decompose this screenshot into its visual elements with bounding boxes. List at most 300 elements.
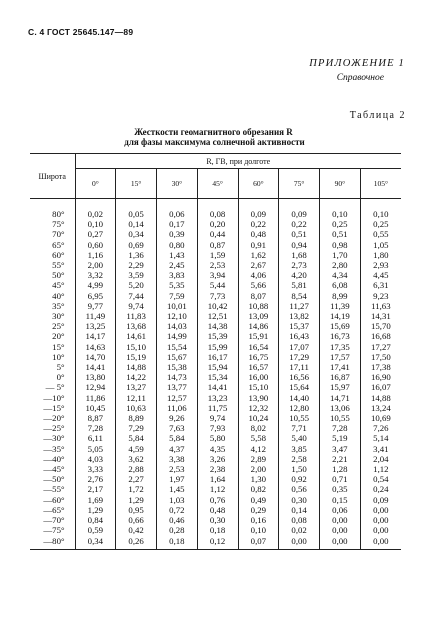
latitude-cell: —65° xyxy=(43,504,65,515)
rigidity-value-cell: 15,91 xyxy=(238,331,279,341)
rigidity-value-cell: 5,80 xyxy=(197,433,238,443)
rigidity-value-cell: 11,86 xyxy=(75,393,116,403)
rigidity-value-cell: 0,29 xyxy=(238,505,279,515)
rigidity-value-cell: 0,87 xyxy=(197,240,238,250)
rigidity-value-cell: 4,06 xyxy=(238,270,279,280)
rigidity-value-cell: 5,19 xyxy=(320,433,361,443)
rigidity-value-cell: 0,94 xyxy=(279,240,320,250)
rigidity-value-cell: 17,27 xyxy=(360,342,401,352)
rigidity-value-cell: 0,95 xyxy=(116,505,157,515)
rigidity-value-cell: 1,69 xyxy=(75,495,116,505)
table-row xyxy=(30,444,401,454)
rigidity-value-cell: 1,29 xyxy=(75,505,116,515)
rigidity-value-cell: 3,59 xyxy=(116,270,157,280)
rigidity-value-cell: 0,00 xyxy=(360,505,401,515)
latitude-cell: —35° xyxy=(43,443,65,454)
latitude-cell: 20° xyxy=(52,331,65,342)
table-row xyxy=(30,393,401,403)
latitude-cell: 35° xyxy=(52,300,65,311)
rigidity-value-cell: 14,63 xyxy=(75,342,116,352)
latitude-cell: 60° xyxy=(52,249,65,260)
table-row xyxy=(30,382,401,392)
rigidity-value-cell: 0,30 xyxy=(197,515,238,525)
rigidity-value-cell: 7,26 xyxy=(360,423,401,433)
rigidity-value-cell: 0,46 xyxy=(157,515,198,525)
rigidity-value-cell: 14,41 xyxy=(197,382,238,392)
rigidity-value-cell: 0,55 xyxy=(360,229,401,239)
rigidity-value-cell: 0,16 xyxy=(238,515,279,525)
rigidity-value-cell: 7,63 xyxy=(157,423,198,433)
rigidity-value-cell: 0,34 xyxy=(75,536,116,550)
longitude-header: 30° xyxy=(157,169,198,199)
rigidity-value-cell: 0,09 xyxy=(279,199,320,220)
rigidity-value-cell: 7,44 xyxy=(116,291,157,301)
rigidity-value-cell: 0,10 xyxy=(360,199,401,220)
rigidity-value-cell: 4,59 xyxy=(116,444,157,454)
rigidity-value-cell: 2,53 xyxy=(157,464,198,474)
rigidity-value-cell: 11,39 xyxy=(320,301,361,311)
table-caption xyxy=(0,127,427,147)
rigidity-value-cell: 4,37 xyxy=(157,444,198,454)
table-row xyxy=(30,505,401,515)
rigidity-value-cell: 15,97 xyxy=(320,382,361,392)
table-row xyxy=(30,301,401,311)
rigidity-value-cell: 14,88 xyxy=(116,362,157,372)
rigidity-value-cell: 12,10 xyxy=(157,311,198,321)
rigidity-value-cell: 3,26 xyxy=(197,454,238,464)
rigidity-value-cell: 2,80 xyxy=(320,260,361,270)
table-row xyxy=(30,536,401,550)
rigidity-value-cell: 14,38 xyxy=(197,321,238,331)
rigidity-value-cell: 0,00 xyxy=(279,536,320,550)
latitude-cell: 65° xyxy=(52,239,65,250)
rigidity-value-cell: 0,44 xyxy=(197,229,238,239)
rigidity-value-cell: 9,26 xyxy=(157,413,198,423)
rigidity-value-cell: 2,38 xyxy=(197,464,238,474)
rigidity-value-cell: 10,01 xyxy=(157,301,198,311)
latitude-cell: 15° xyxy=(52,341,65,352)
rigidity-value-cell: 1,28 xyxy=(320,464,361,474)
rigidity-value-cell: 14,70 xyxy=(75,352,116,362)
table-row xyxy=(30,423,401,433)
rigidity-value-cell: 15,10 xyxy=(238,382,279,392)
rigidity-value-cell: 3,62 xyxy=(116,454,157,464)
latitude-cell: —55° xyxy=(43,484,65,495)
rigidity-value-cell: 7,93 xyxy=(197,423,238,433)
rigidity-value-cell: 2,58 xyxy=(279,454,320,464)
rigidity-value-cell: 5,58 xyxy=(238,433,279,443)
rigidity-value-cell: 15,70 xyxy=(360,321,401,331)
rigidity-value-cell: 2,29 xyxy=(116,260,157,270)
rigidity-value-cell: 2,27 xyxy=(116,474,157,484)
rigidity-value-cell: 0,06 xyxy=(157,199,198,220)
rigidity-value-cell: 11,63 xyxy=(360,301,401,311)
rigidity-value-cell: 14,17 xyxy=(75,331,116,341)
latitude-cell: 0° xyxy=(56,372,65,383)
rigidity-value-cell: 0,35 xyxy=(320,484,361,494)
rigidity-value-cell: 9,74 xyxy=(116,301,157,311)
rigidity-value-cell: 8,87 xyxy=(75,413,116,423)
rigidity-value-cell: 0,69 xyxy=(116,240,157,250)
rigidity-value-cell: 3,33 xyxy=(75,464,116,474)
rigidity-value-cell: 0,91 xyxy=(238,240,279,250)
rigidity-value-cell: 1,68 xyxy=(279,250,320,260)
rigidity-value-cell: 12,51 xyxy=(197,311,238,321)
rigidity-value-cell: 2,00 xyxy=(238,464,279,474)
rigidity-value-cell: 16,57 xyxy=(238,362,279,372)
table-row xyxy=(30,433,401,443)
table-row xyxy=(30,219,401,229)
rigidity-value-cell: 5,14 xyxy=(360,433,401,443)
rigidity-value-cell: 0,51 xyxy=(279,229,320,239)
rigidity-value-cell: 0,14 xyxy=(279,505,320,515)
rigidity-value-cell: 13,27 xyxy=(116,382,157,392)
longitude-header: 45° xyxy=(197,169,238,199)
table-row xyxy=(30,352,401,362)
rigidity-value-cell: 0,56 xyxy=(279,484,320,494)
rigidity-value-cell: 7,28 xyxy=(75,423,116,433)
rigidity-value-cell: 15,67 xyxy=(157,352,198,362)
rigidity-value-cell: 4,03 xyxy=(75,454,116,464)
rigidity-value-cell: 8,99 xyxy=(320,291,361,301)
rigidity-value-cell: 12,80 xyxy=(279,403,320,413)
rigidity-value-cell: 17,35 xyxy=(320,342,361,352)
rigidity-value-cell: 9,77 xyxy=(75,301,116,311)
rigidity-value-cell: 0,10 xyxy=(75,219,116,229)
rigidity-value-cell: 15,10 xyxy=(116,342,157,352)
rigidity-value-cell: 0,49 xyxy=(238,495,279,505)
caption-line-1: Жесткости геомагнитного обрезания R xyxy=(134,127,293,137)
rigidity-value-cell: 16,17 xyxy=(197,352,238,362)
rigidity-value-cell: 16,43 xyxy=(279,331,320,341)
latitude-cell: 40° xyxy=(52,290,65,301)
table-row xyxy=(30,321,401,331)
rigidity-value-cell: 11,27 xyxy=(279,301,320,311)
rigidity-value-cell: 7,71 xyxy=(279,423,320,433)
longitude-header: 75° xyxy=(279,169,320,199)
rigidity-value-cell: 0,22 xyxy=(238,219,279,229)
rigidity-value-cell: 13,09 xyxy=(238,311,279,321)
latitude-cell: —70° xyxy=(43,515,65,526)
rigidity-value-cell: 14,03 xyxy=(157,321,198,331)
rigidity-value-cell: 0,76 xyxy=(197,495,238,505)
rigidity-value-cell: 14,61 xyxy=(116,331,157,341)
rigidity-value-cell: 11,83 xyxy=(116,311,157,321)
rigidity-value-cell: 0,25 xyxy=(320,219,361,229)
table-row xyxy=(30,240,401,250)
rigidity-value-cell: 4,34 xyxy=(320,270,361,280)
rigidity-value-cell: 0,14 xyxy=(116,219,157,229)
rigidity-value-cell: 0,51 xyxy=(320,229,361,239)
rigidity-value-cell: 17,07 xyxy=(279,342,320,352)
rigidity-value-cell: 2,93 xyxy=(360,260,401,270)
rigidity-value-cell: 0,17 xyxy=(157,219,198,229)
latitude-cell: 50° xyxy=(52,270,65,281)
latitude-header: Широта xyxy=(30,154,75,199)
table-row xyxy=(30,362,401,372)
rigidity-value-cell: 1,72 xyxy=(116,484,157,494)
rigidity-value-cell: 1,64 xyxy=(197,474,238,484)
rigidity-value-cell: 0,12 xyxy=(197,536,238,550)
rigidity-value-cell: 1,36 xyxy=(116,250,157,260)
rigidity-value-cell: 10,45 xyxy=(75,403,116,413)
rigidity-value-cell: 0,06 xyxy=(320,505,361,515)
latitude-cell: —40° xyxy=(43,453,65,464)
rigidity-value-cell: 0,27 xyxy=(75,229,116,239)
rigidity-value-cell: 4,99 xyxy=(75,280,116,290)
table-row xyxy=(30,311,401,321)
rigidity-value-cell: 15,54 xyxy=(157,342,198,352)
latitude-cell: 5° xyxy=(56,362,65,373)
rigidity-value-cell: 16,07 xyxy=(360,382,401,392)
table-row xyxy=(30,291,401,301)
rigidity-value-cell: 1,50 xyxy=(279,464,320,474)
rigidity-value-cell: 0,39 xyxy=(157,229,198,239)
rigidity-value-cell: 7,29 xyxy=(116,423,157,433)
rigidity-value-cell: 13,90 xyxy=(238,393,279,403)
rigidity-value-cell: 0,08 xyxy=(197,199,238,220)
rigidity-value-cell: 1,43 xyxy=(157,250,198,260)
rigidity-value-cell: 0,25 xyxy=(360,219,401,229)
rigidity-value-cell: 2,89 xyxy=(238,454,279,464)
rigidity-value-cell: 2,88 xyxy=(116,464,157,474)
table-row xyxy=(30,413,401,423)
rigidity-value-cell: 15,94 xyxy=(197,362,238,372)
rigidity-value-cell: 14,73 xyxy=(157,372,198,382)
rigidity-value-cell: 5,35 xyxy=(157,280,198,290)
rigidity-value-cell: 0,15 xyxy=(320,495,361,505)
rigidity-value-cell: 13,80 xyxy=(75,372,116,382)
rigidity-value-cell: 6,08 xyxy=(320,280,361,290)
rigidity-value-cell: 0,30 xyxy=(279,495,320,505)
rigidity-value-cell: 14,40 xyxy=(279,393,320,403)
rigidity-value-cell: 10,63 xyxy=(116,403,157,413)
rigidity-value-cell: 8,54 xyxy=(279,291,320,301)
rigidity-value-cell: 1,12 xyxy=(197,484,238,494)
rigidity-value-cell: 0,84 xyxy=(75,515,116,525)
rigidity-value-cell: 10,24 xyxy=(238,413,279,423)
rigidity-value-cell: 0,20 xyxy=(197,219,238,229)
rigidity-value-cell: 15,69 xyxy=(320,321,361,331)
rigidity-value-cell: 0,92 xyxy=(279,474,320,484)
rigidity-value-cell: 13,24 xyxy=(360,403,401,413)
latitude-cell: 70° xyxy=(52,229,65,240)
rigidity-value-cell: 0,09 xyxy=(238,199,279,220)
rigidity-value-cell: 16,54 xyxy=(238,342,279,352)
rigidity-value-cell: 16,68 xyxy=(360,331,401,341)
rigidity-value-cell: 7,73 xyxy=(197,291,238,301)
rigidity-value-cell: 11,06 xyxy=(157,403,198,413)
rigidity-value-cell: 2,76 xyxy=(75,474,116,484)
rigidity-value-cell: 17,11 xyxy=(279,362,320,372)
rigidity-value-cell: 4,45 xyxy=(360,270,401,280)
latitude-cell: —80° xyxy=(30,536,75,550)
longitude-header: 60° xyxy=(238,169,279,199)
rigidity-value-cell: 0,10 xyxy=(238,525,279,535)
rigidity-value-cell: 12,94 xyxy=(75,382,116,392)
rigidity-value-cell: 17,29 xyxy=(279,352,320,362)
longitude-header: 15° xyxy=(116,169,157,199)
rigidity-value-cell: 3,32 xyxy=(75,270,116,280)
rigidity-value-cell: 15,99 xyxy=(197,342,238,352)
rigidity-value-cell: 0,71 xyxy=(320,474,361,484)
longitude-group-header: R, ГВ, при долготе xyxy=(75,154,401,169)
rigidity-value-cell: 0,05 xyxy=(116,199,157,220)
rigidity-value-cell: 1,97 xyxy=(157,474,198,484)
rigidity-value-cell: 15,39 xyxy=(197,331,238,341)
table-row xyxy=(30,474,401,484)
latitude-cell: 55° xyxy=(52,260,65,271)
rigidity-value-cell: 15,19 xyxy=(116,352,157,362)
rigidity-value-cell: 0,00 xyxy=(320,525,361,535)
rigidity-value-cell: 2,00 xyxy=(75,260,116,270)
rigidity-value-cell: 17,38 xyxy=(360,362,401,372)
rigidity-value-cell: 0,34 xyxy=(116,229,157,239)
latitude-cell: 80° xyxy=(52,209,65,219)
rigidity-value-cell: 6,31 xyxy=(360,280,401,290)
rigidity-value-cell: 0,07 xyxy=(238,536,279,550)
appendix-subtitle: Справочное xyxy=(336,73,384,83)
latitude-cell: 30° xyxy=(52,311,65,322)
rigidity-value-cell: 1,12 xyxy=(360,464,401,474)
table-label: Таблица 2 xyxy=(349,110,406,121)
rigidity-value-cell: 6,11 xyxy=(75,433,116,443)
rigidity-value-cell: 0,26 xyxy=(116,536,157,550)
rigidity-value-cell: 1,03 xyxy=(157,495,198,505)
rigidity-value-cell: 11,49 xyxy=(75,311,116,321)
rigidity-value-cell: 14,88 xyxy=(360,393,401,403)
latitude-cell: 75° xyxy=(52,219,65,230)
rigidity-value-cell: 16,00 xyxy=(238,372,279,382)
latitude-cell: —60° xyxy=(43,494,65,505)
rigidity-value-cell: 13,68 xyxy=(116,321,157,331)
rigidity-value-cell: 1,29 xyxy=(116,495,157,505)
rigidity-value-cell: 1,30 xyxy=(238,474,279,484)
rigidity-value-cell: 0,02 xyxy=(75,199,116,220)
rigidity-value-cell: 0,08 xyxy=(279,515,320,525)
table-row xyxy=(30,280,401,290)
rigidity-value-cell: 3,83 xyxy=(157,270,198,280)
rigidity-value-cell: 13,25 xyxy=(75,321,116,331)
longitude-header: 0° xyxy=(75,169,116,199)
rigidity-value-cell: 5,40 xyxy=(279,433,320,443)
rigidity-value-cell: 8,02 xyxy=(238,423,279,433)
rigidity-value-cell: 8,89 xyxy=(116,413,157,423)
rigidity-value-cell: 0,60 xyxy=(75,240,116,250)
caption-line-2: для фазы максимума солнечной активности xyxy=(124,137,305,147)
rigidity-value-cell: 13,82 xyxy=(279,311,320,321)
rigidity-value-cell: 1,70 xyxy=(320,250,361,260)
page-header: С. 4 ГОСТ 25645.147—89 xyxy=(28,27,134,37)
rigidity-value-cell: 1,59 xyxy=(197,250,238,260)
rigidity-value-cell: 15,38 xyxy=(157,362,198,372)
latitude-cell: —50° xyxy=(43,474,65,485)
rigidity-value-cell: 6,95 xyxy=(75,291,116,301)
rigidity-value-cell: 8,07 xyxy=(238,291,279,301)
rigidity-value-cell: 5,84 xyxy=(116,433,157,443)
rigidity-value-cell: 5,81 xyxy=(279,280,320,290)
rigidity-value-cell: 2,67 xyxy=(238,260,279,270)
rigidity-value-cell: 7,59 xyxy=(157,291,198,301)
rigidity-value-cell: 1,45 xyxy=(157,484,198,494)
rigidity-value-cell: 1,05 xyxy=(360,240,401,250)
rigidity-value-cell: 7,28 xyxy=(320,423,361,433)
rigidity-value-cell: 11,75 xyxy=(197,403,238,413)
rigidity-value-cell: 10,55 xyxy=(279,413,320,423)
rigidity-value-cell: 2,53 xyxy=(197,260,238,270)
table-row xyxy=(30,229,401,239)
rigidity-value-cell: 9,23 xyxy=(360,291,401,301)
rigidity-value-cell: 4,12 xyxy=(238,444,279,454)
table-row xyxy=(30,495,401,505)
rigidity-value-cell: 17,57 xyxy=(320,352,361,362)
rigidity-value-cell: 16,73 xyxy=(320,331,361,341)
rigidity-value-cell: 2,04 xyxy=(360,454,401,464)
rigidity-value-cell: 0,98 xyxy=(320,240,361,250)
latitude-cell: 10° xyxy=(52,351,65,362)
rigidity-value-cell: 0,09 xyxy=(360,495,401,505)
rigidity-value-cell: 13,06 xyxy=(320,403,361,413)
table-row xyxy=(30,525,401,535)
rigidity-value-cell: 0,22 xyxy=(279,219,320,229)
latitude-cell: 45° xyxy=(52,280,65,291)
latitude-cell: 25° xyxy=(52,321,65,332)
rigidity-value-cell: 15,37 xyxy=(279,321,320,331)
rigidity-value-cell: 2,21 xyxy=(320,454,361,464)
latitude-cell: —20° xyxy=(43,413,65,424)
rigidity-value-cell: 12,32 xyxy=(238,403,279,413)
rigidity-value-cell: 1,62 xyxy=(238,250,279,260)
rigidity-value-cell: 0,59 xyxy=(75,525,116,535)
rigidity-value-cell: 5,44 xyxy=(197,280,238,290)
rigidity-value-cell: 0,00 xyxy=(360,515,401,525)
rigidity-value-cell: 1,16 xyxy=(75,250,116,260)
rigidity-value-cell: 10,88 xyxy=(238,301,279,311)
rigidity-value-cell: 0,24 xyxy=(360,484,401,494)
rigidity-value-cell: 0,72 xyxy=(157,505,198,515)
rigidity-value-cell: 10,55 xyxy=(320,413,361,423)
rigidity-value-cell: 12,11 xyxy=(116,393,157,403)
rigidity-value-cell: 1,80 xyxy=(360,250,401,260)
rigidity-value-cell: 5,05 xyxy=(75,444,116,454)
latitude-cell: —45° xyxy=(43,464,65,475)
rigidity-value-cell: 15,64 xyxy=(279,382,320,392)
longitude-header: 90° xyxy=(320,169,361,199)
table-row xyxy=(30,403,401,413)
table-row xyxy=(30,515,401,525)
table-row xyxy=(30,464,401,474)
table-row xyxy=(30,270,401,280)
rigidity-value-cell: 3,47 xyxy=(320,444,361,454)
rigidity-value-cell: 14,41 xyxy=(75,362,116,372)
rigidity-value-cell: 3,94 xyxy=(197,270,238,280)
rigidity-value-cell: 0,66 xyxy=(116,515,157,525)
table-row xyxy=(30,342,401,352)
latitude-cell: —75° xyxy=(43,525,65,536)
rigidity-value-cell: 2,17 xyxy=(75,484,116,494)
rigidity-value-cell: 3,41 xyxy=(360,444,401,454)
rigidity-value-cell: 0,18 xyxy=(157,536,198,550)
longitude-header: 105° xyxy=(360,169,401,199)
appendix-title: ПРИЛОЖЕНИЕ 1 xyxy=(309,58,405,69)
rigidity-value-cell: 0,00 xyxy=(360,525,401,535)
rigidity-value-cell: 0,54 xyxy=(360,474,401,484)
table-row xyxy=(30,331,401,341)
table-row xyxy=(30,250,401,260)
rigidity-value-cell: 16,75 xyxy=(238,352,279,362)
table-row xyxy=(30,260,401,270)
rigidity-value-cell: 12,57 xyxy=(157,393,198,403)
